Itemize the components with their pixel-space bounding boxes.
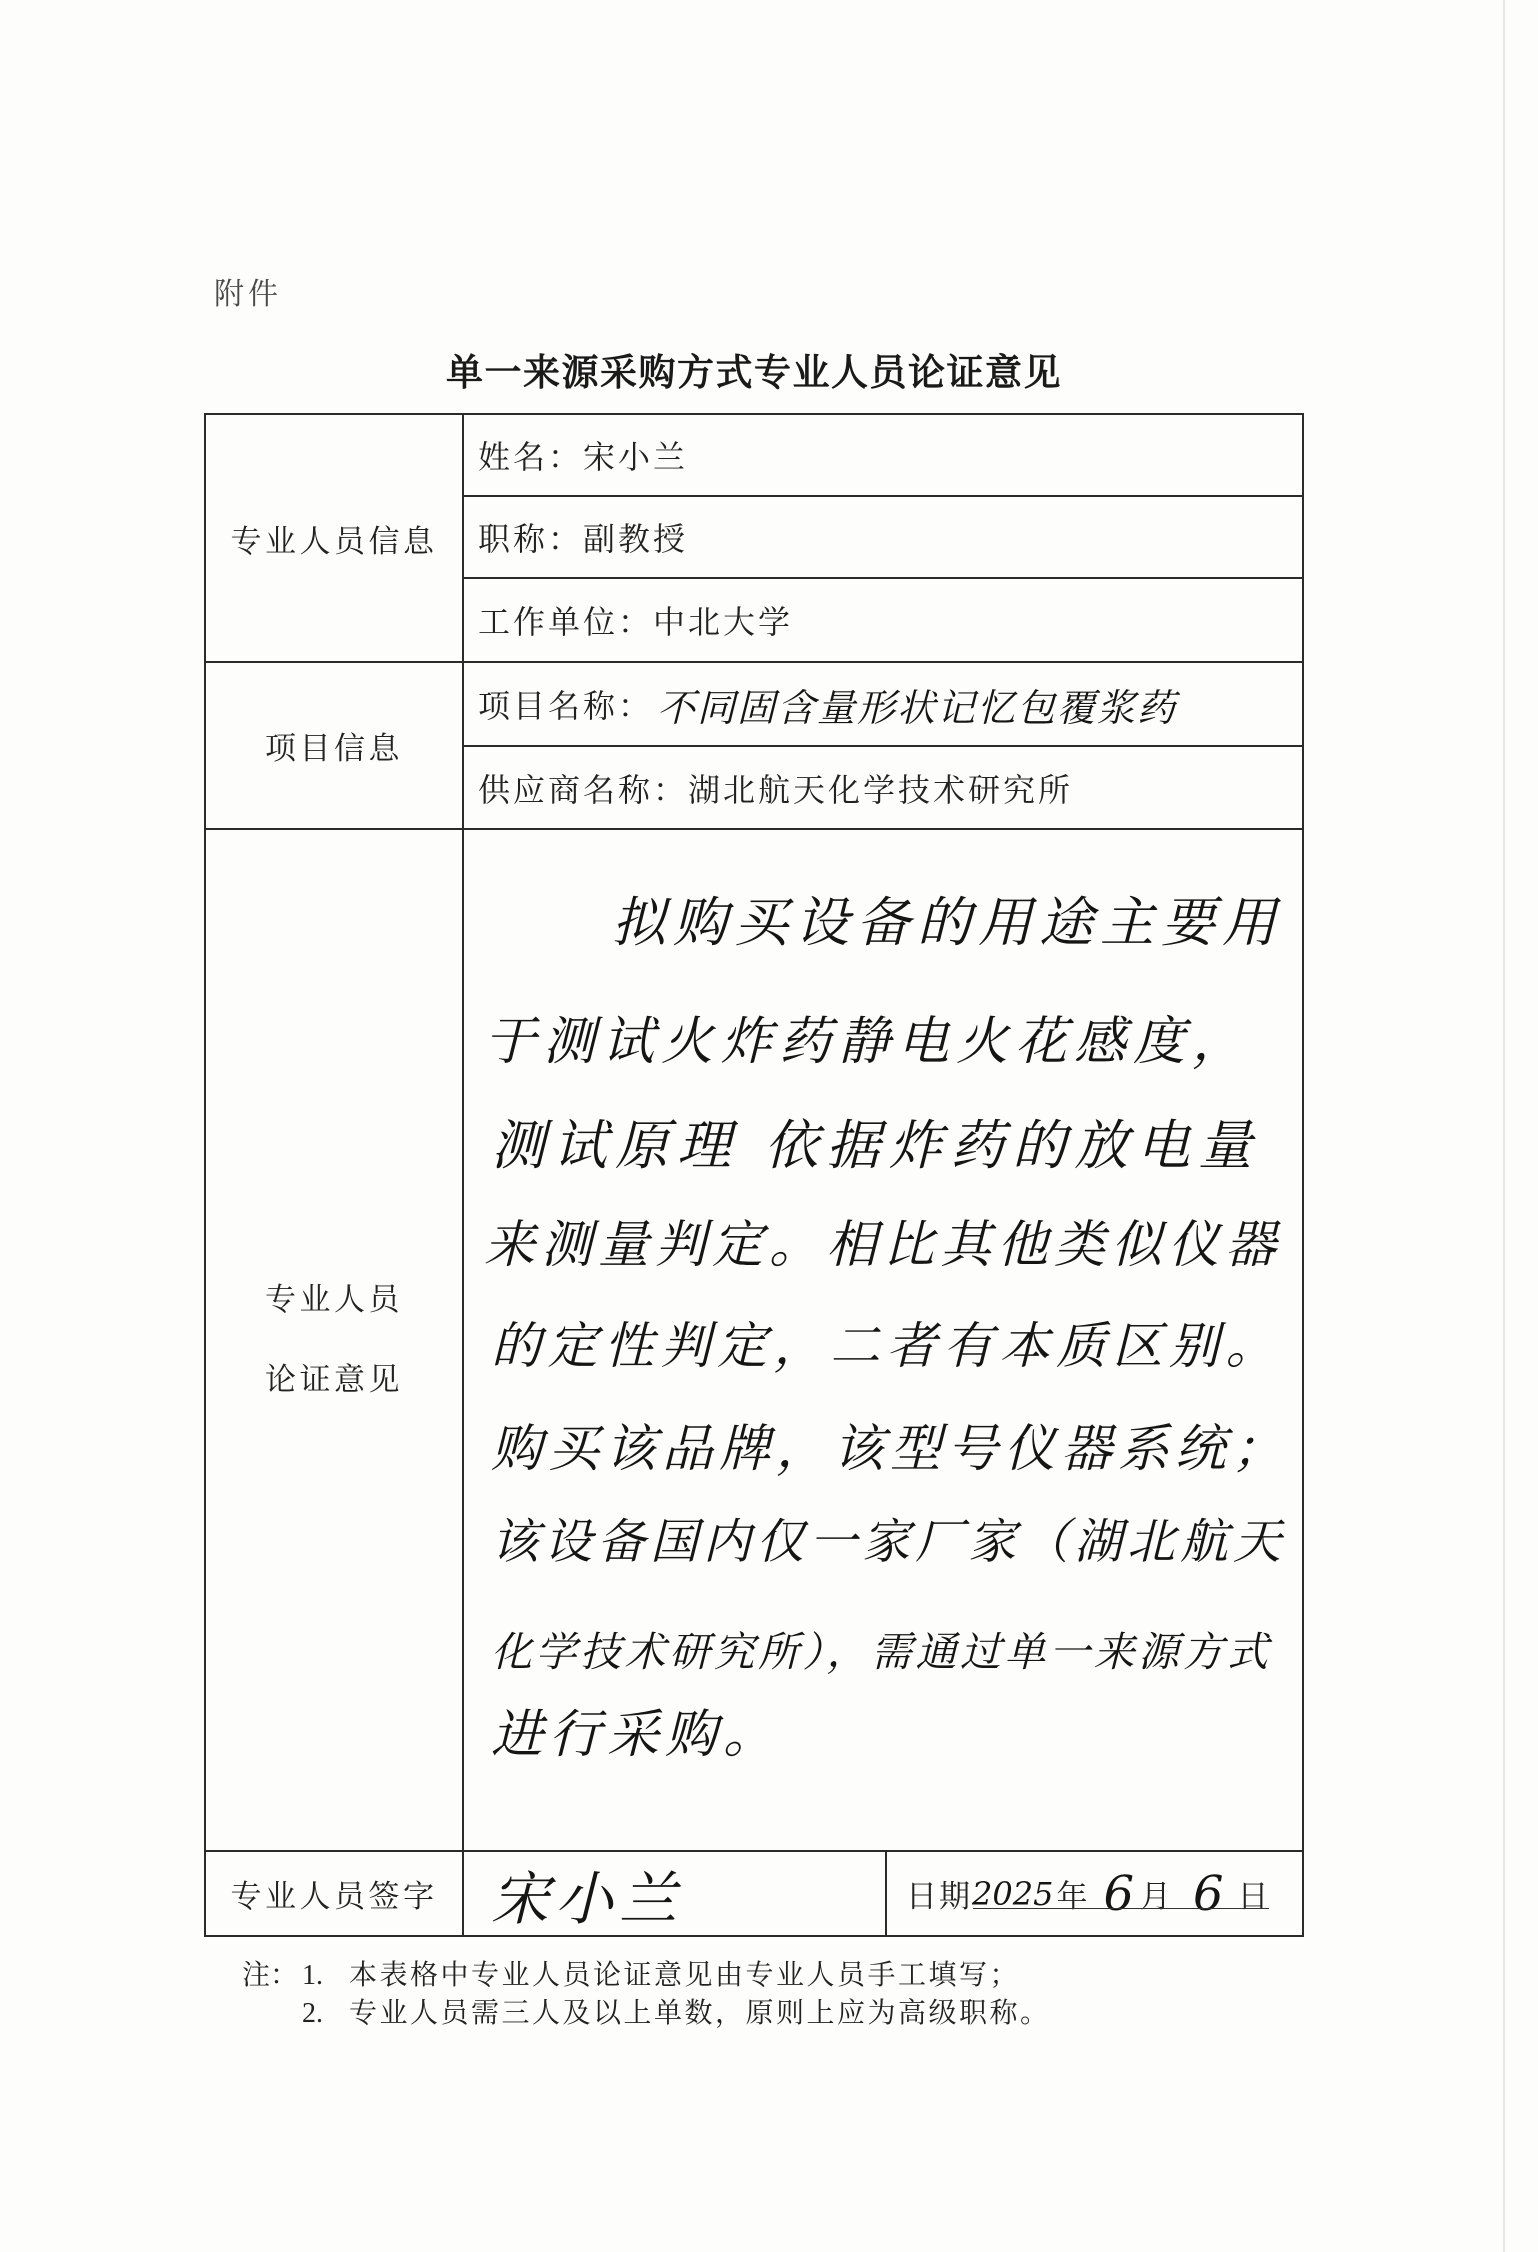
supplier-name-field [464, 747, 1302, 828]
opinion-label-line1: 专业人员 [265, 1282, 403, 1317]
opinion-label-line2: 论证意见 [265, 1362, 403, 1397]
name-value: 宋小兰 [583, 439, 689, 475]
signature-field [464, 1852, 885, 1935]
footnotes [242, 1957, 1051, 2033]
project-name-handwritten: 不同固含量形状记忆包覆浆药 [657, 685, 1178, 730]
note-number: 2. [302, 1998, 323, 2029]
scan-edge-line [1503, 0, 1505, 2252]
supplier-name-label: 供应商名称： [478, 771, 689, 808]
opinion-line: 拟购买设备的用途主要用 [612, 891, 1283, 954]
attachment-label: 附件 [214, 278, 282, 311]
opinion-line: 于测试火炸药静电火花感度， [484, 1012, 1252, 1072]
date-year-unit: 年 [1056, 1879, 1088, 1914]
opinion-line: 化学技术研究所），需通过单一来源方式 [491, 1628, 1272, 1676]
note-item [242, 1995, 1051, 2033]
opinion-line: 的定性判定，二者有本质区别。 [491, 1317, 1282, 1375]
note-prefix: 注： [242, 1960, 299, 1991]
expert-info-label: 专业人员信息 [230, 523, 438, 559]
date-underline [973, 1908, 1269, 1909]
note-prefix-spacer [242, 1995, 302, 2033]
opinion-line: 来测量判定。相比其他类似仪器 [484, 1216, 1283, 1275]
employer-value: 中北大学 [653, 604, 794, 640]
name-label: 姓名： [478, 439, 584, 475]
opinion-line: 该设备国内仅一家厂家（湖北航天 [491, 1514, 1287, 1570]
handwritten-signature: 宋小兰 [491, 1864, 684, 1933]
date-day: 6 [1192, 1865, 1224, 1922]
supplier-name-value: 湖北航天化学技术研究所 [688, 771, 1074, 808]
date-year: 2025 [972, 1874, 1054, 1913]
opinion-line: 测试原理 依据炸药的放电量 [491, 1114, 1261, 1177]
project-name-field [464, 663, 1302, 745]
project-name-label: 项目名称： [478, 688, 654, 724]
date-day-unit: 日 [1237, 1879, 1269, 1914]
project-info-label: 项目信息 [265, 731, 403, 766]
job-title-label: 职称： [478, 521, 584, 557]
opinion-line: 购买该品牌，该型号仪器系统； [491, 1420, 1290, 1479]
name-field [464, 415, 1302, 495]
employer-field [464, 579, 1302, 661]
opinion-handwritten-area [464, 830, 1302, 1850]
note-item [242, 1957, 1051, 1995]
date-field [887, 1852, 1302, 1935]
job-title-value: 副教授 [583, 521, 689, 557]
job-title-field [464, 497, 1302, 577]
note-text: 专业人员需三人及以上单数，原则上应为高级职称。 [349, 1998, 1051, 2029]
date-label: 日期 [906, 1879, 972, 1914]
note-text: 本表格中专业人员论证意见由专业人员手工填写； [349, 1960, 1021, 1991]
employer-label: 工作单位： [478, 604, 654, 640]
document-title: 单一来源采购方式专业人员论证意见 [446, 353, 1062, 394]
opinion-line: 进行采购。 [491, 1705, 782, 1765]
date-month: 6 [1103, 1865, 1134, 1922]
signature-label: 专业人员签字 [230, 1879, 438, 1914]
opinion-label [206, 830, 462, 1850]
note-number: 1. [302, 1960, 323, 1991]
date-month-unit: 月 [1139, 1879, 1171, 1914]
